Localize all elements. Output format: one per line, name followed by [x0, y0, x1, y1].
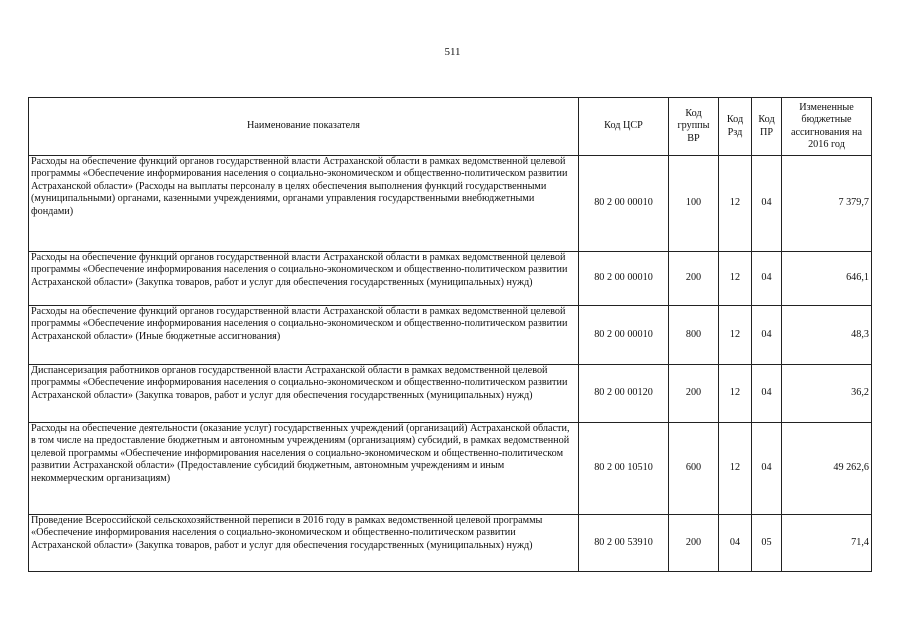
cell-name: Расходы на обеспечение функций органов государственной власти Астраханской области в рамках ведомственной целевой программы «Обеспечение информирования населения о социально-экономическом и общественно-политическом развитии Астраханской области» (Расходы на выплаты персоналу в целях обеспечения выполнения функций государственными (муниципальными) органами, казенными учреждениями, органами управления государственными внебюджетными фондами) [29, 156, 579, 252]
table-row [29, 252, 872, 306]
cell-rzd: 12 [719, 252, 752, 306]
cell-vr: 200 [669, 365, 719, 423]
cell-rzd: 12 [719, 365, 752, 423]
cell-name: Диспансеризация работников органов государственной власти Астраханской области в рамках ведомственной целевой программы «Обеспечение информирования населения о социально-экономическом и общественно-политическом развитии Астраханской области» (Закупка товаров, работ и услуг для обеспечения государственных (муниципальных) нужд) [29, 365, 579, 423]
table-row [29, 365, 872, 423]
cell-pr: 05 [752, 515, 782, 572]
cell-amount: 48,3 [782, 306, 872, 365]
cell-name: Проведение Всероссийской сельскохозяйственной переписи в 2016 году в рамках ведомственной целевой программы «Обеспечение информирования населения о социально-экономическом и общественно-политическом развитии Астраханской области» (Закупка товаров, работ и услуг для обеспечения государственных (муниципальных) нужд) [29, 515, 579, 572]
cell-csr: 80 2 00 00120 [579, 365, 669, 423]
cell-rzd: 12 [719, 306, 752, 365]
cell-csr: 80 2 00 00010 [579, 306, 669, 365]
cell-vr: 800 [669, 306, 719, 365]
cell-vr: 200 [669, 515, 719, 572]
cell-rzd: 12 [719, 156, 752, 252]
cell-pr: 04 [752, 156, 782, 252]
budget-table [28, 97, 872, 572]
cell-pr: 04 [752, 423, 782, 515]
table-row [29, 156, 872, 252]
cell-vr: 100 [669, 156, 719, 252]
cell-vr: 600 [669, 423, 719, 515]
cell-pr: 04 [752, 306, 782, 365]
header-amount: Измененные бюджетные ассигнования на 2016 год [782, 98, 872, 156]
table-row [29, 515, 872, 572]
cell-csr: 80 2 00 00010 [579, 156, 669, 252]
cell-rzd: 04 [719, 515, 752, 572]
cell-amount: 71,4 [782, 515, 872, 572]
header-name: Наименование показателя [29, 98, 579, 156]
header-rzd: Код Рзд [719, 98, 752, 156]
header-pr: Код ПР [752, 98, 782, 156]
cell-name: Расходы на обеспечение деятельности (оказание услуг) государственных учреждений (организаций) Астраханской области, в том числе на предоставление бюджетным и автономным учреждениям (организациям) субсидий, в рамках ведомственной целевой программы «Обеспечение информирования населения о социально-экономическом и общественно-политическом развитии Астраханской области» (Предоставление субсидий бюджетным, автономным учреждениям и иным некоммерческим организациям) [29, 423, 579, 515]
cell-csr: 80 2 00 10510 [579, 423, 669, 515]
table-header-row [29, 98, 872, 156]
table-row [29, 306, 872, 365]
page-number: 511 [444, 46, 461, 58]
table-row [29, 423, 872, 515]
header-csr: Код ЦСР [579, 98, 669, 156]
cell-rzd: 12 [719, 423, 752, 515]
cell-amount: 7 379,7 [782, 156, 872, 252]
header-vr: Код группы ВР [669, 98, 719, 156]
cell-pr: 04 [752, 365, 782, 423]
cell-csr: 80 2 00 53910 [579, 515, 669, 572]
cell-amount: 646,1 [782, 252, 872, 306]
cell-vr: 200 [669, 252, 719, 306]
cell-amount: 49 262,6 [782, 423, 872, 515]
cell-name: Расходы на обеспечение функций органов государственной власти Астраханской области в рамках ведомственной целевой программы «Обеспечение информирования населения о социально-экономическом и общественно-политическом развитии Астраханской области» (Иные бюджетные ассигнования) [29, 306, 579, 365]
cell-csr: 80 2 00 00010 [579, 252, 669, 306]
cell-name: Расходы на обеспечение функций органов государственной власти Астраханской области в рамках ведомственной целевой программы «Обеспечение информирования населения о социально-экономическом и общественно-политическом развитии Астраханской области» (Закупка товаров, работ и услуг для обеспечения государственных (муниципальных) нужд) [29, 252, 579, 306]
cell-amount: 36,2 [782, 365, 872, 423]
cell-pr: 04 [752, 252, 782, 306]
